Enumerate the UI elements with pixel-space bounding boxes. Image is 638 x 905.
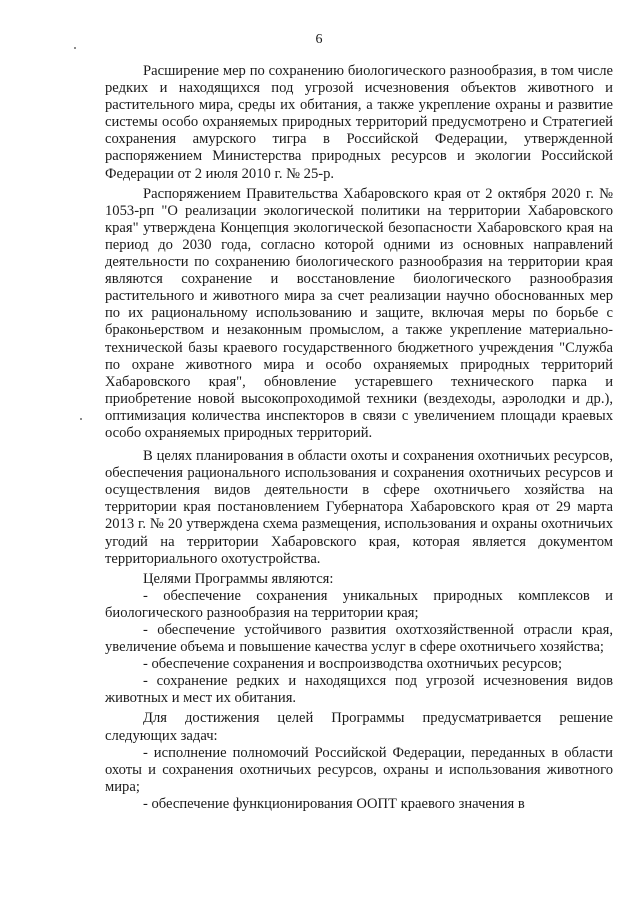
goal-item: - обеспечение устойчивого развития охотхозяйственной отрасли края, увеличение объема и повышение качества услуг в сфере охотничьего хозяйства;	[105, 622, 613, 656]
paragraph-hunting-planning: В целях планирования в области охоты и сохранения охотничьих ресурсов, обеспечения рационального использования и сохранения охотничьих ресурсов и осуществления видов деятельности в сфере охотничьего хозяйства на территории края постановлением Губернатора Хабаровского края от 29 марта 2013 г. № 20 утверждена схема размещения, использования и охраны охотничьих угодий на территории Хабаровского края, которая является документом территориального охотустройства.	[105, 448, 613, 567]
task-item: - обеспечение функционирования ООПТ краевого значения в	[143, 795, 525, 812]
paragraph-tasks-heading: Для достижения целей Программы предусматривается решение следующих задач:	[105, 710, 613, 744]
paragraph-khabarovsk-order: Распоряжением Правительства Хабаровского края от 2 октября 2020 г. № 1053-рп "О реализации экологической политики на территории Хабаровского края" утверждена Концепция экологической безопасности Хабаровского края на период до 2030 года, согласно которой одними из основных направлений деятельности по сохранению биологического разнообразия на территории края являются сохранение и восстановление биологического разнообразия растительного и животного мира за счет реализации научно обоснованных мер по их рациональному использованию и защите, включая меры по борьбе с браконьерством и незаконным промыслом, а также укрепление материально-технической базы краевого государственного бюджетного учреждения "Служба по охране животного мира и особо охраняемых природных территорий Хабаровского края", обновление устаревшего технического парка и приобретение новой высокопроходимой техники (вездеходы, аэролодки и др.), оптимизация количества инспекторов в связи с увеличением площади краевых особо охраняемых природных территорий.	[105, 185, 613, 441]
scan-speck	[80, 418, 82, 420]
paragraph-goals-heading: Целями Программы являются:	[143, 570, 334, 587]
scan-speck	[74, 47, 76, 49]
goal-item: - обеспечение сохранения уникальных природных комплексов и биологического разнообразия на территории края;	[105, 587, 613, 621]
page-number: 6	[315, 32, 323, 47]
paragraph-biodiversity-measures: Расширение мер по сохранению биологического разнообразия, в том числе редких и находящихся под угрозой исчезновения объектов животного и растительного мира, среды их обитания, а также укрепление охраны и развитие системы особо охраняемых природных территорий предусмотрено и Стратегией сохранения амурского тигра в Российской Федерации, утвержденной распоряжением Министерства природных ресурсов и экологии Российской Федерации от 2 июля 2010 г. № 25-р.	[105, 63, 613, 182]
goal-item: - сохранение редких и находящихся под угрозой исчезновения видов животных и мест их обитания.	[105, 673, 613, 707]
task-item: - исполнение полномочий Российской Федерации, переданных в области охоты и сохранения охотничьих ресурсов, охраны и использования животного мира;	[105, 744, 613, 795]
goal-item: - обеспечение сохранения и воспроизводства охотничьих ресурсов;	[143, 656, 562, 673]
document-body	[105, 63, 613, 813]
